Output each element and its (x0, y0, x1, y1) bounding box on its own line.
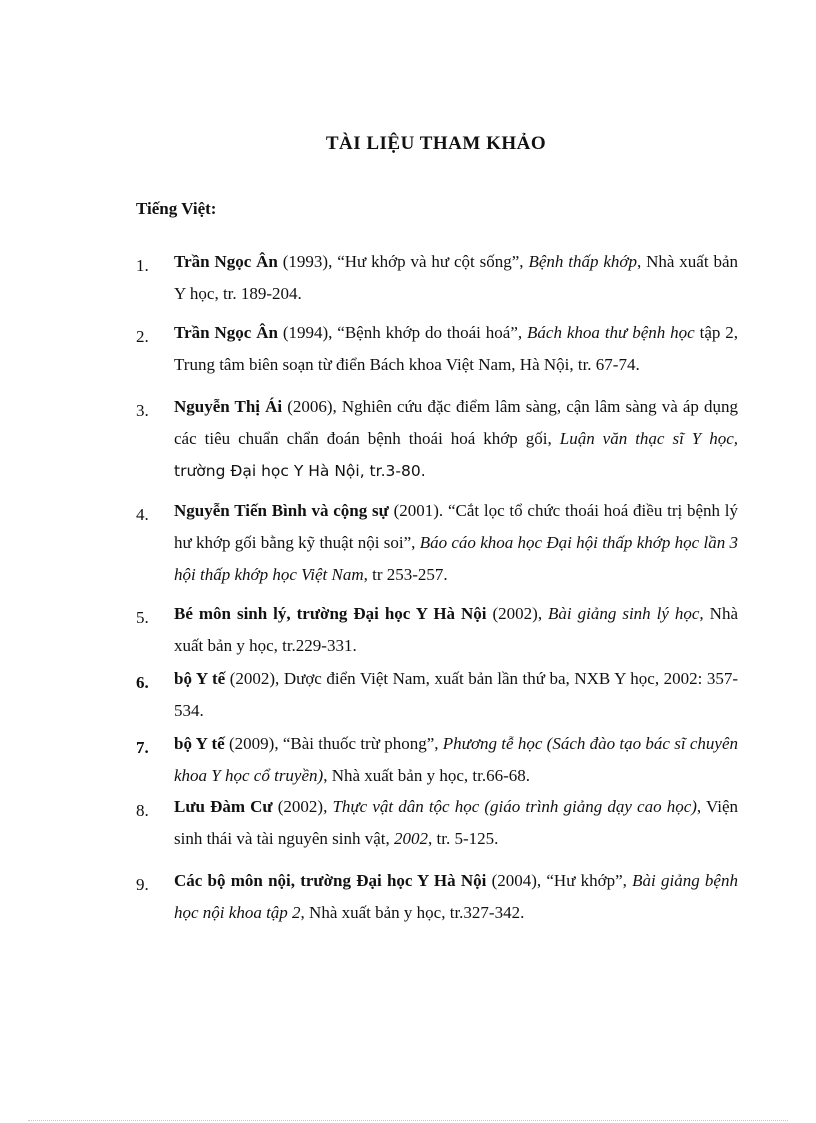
reference-details: (2006), Nghiên cứu đặc điểm lâm sàng, cận lâm sàng và áp dụng các tiêu chuẩn chẩn đoán bệnh thoái hoá khớp gối, (174, 397, 738, 448)
reference-pages: , tr. 5-125. (428, 829, 499, 848)
reference-number: 1. (136, 256, 149, 275)
section-heading-vietnamese: Tiếng Việt: (136, 199, 217, 218)
page-title: TÀI LIỆU THAM KHẢO (325, 133, 547, 154)
reference-author: Bé môn sinh lý, trường Đại học Y Hà Nội (174, 604, 487, 623)
reference-details: (2002), (272, 797, 333, 816)
reference-title: Luận văn thạc sĩ Y học, (559, 429, 739, 448)
reference-text (174, 663, 738, 727)
reference-title: Bách khoa thư bệnh học (527, 323, 695, 342)
reference-text (174, 791, 738, 855)
reference-details: (2009), “Bài thuốc trừ phong”, (224, 734, 443, 753)
reference-details: (2002), (486, 604, 549, 623)
reference-details: (1994), “Bệnh khớp do thoái hoá”, (277, 323, 528, 342)
reference-number: 9. (136, 875, 149, 894)
reference-publisher: , tr 253-257. (363, 565, 448, 584)
reference-text (174, 495, 738, 591)
reference-details: (2001). “Cắt lọc tổ chức thoái hoá điều trị bệnh lý hư khớp gối bằng kỹ thuật nội soi”, (174, 501, 739, 552)
reference-text (174, 246, 738, 310)
reference-text (174, 317, 738, 381)
reference-number: 2. (136, 327, 149, 346)
reference-text (174, 865, 738, 929)
reference-number: 7. (136, 738, 149, 757)
reference-publisher: Nhà xuất bản y học, tr.229-331. (174, 604, 738, 655)
reference-number: 5. (136, 608, 149, 627)
reference-publisher: , Viện sinh thái và tài nguyên sinh vật, (174, 797, 739, 848)
reference-number: 4. (136, 505, 149, 524)
reference-author: Các bộ môn nội, trường Đại học Y Hà Nội (174, 871, 487, 890)
reference-publisher: , Nhà xuất bản y học, tr.66-68. (323, 766, 530, 785)
reference-year: 2002 (394, 829, 429, 848)
reference-number: 3. (136, 401, 149, 420)
reference-number: 6. (136, 673, 149, 692)
reference-author: bộ Y tế (174, 669, 226, 688)
reference-author: bộ Y tế (174, 734, 225, 753)
reference-text (174, 391, 738, 487)
reference-author: Nguyễn Thị Ái (174, 397, 283, 416)
reference-title: Báo cáo khoa học Đại hội thấp khớp học lần 3 hội thấp khớp học Việt Nam (174, 533, 738, 584)
reference-title: Phương tễ học (Sách đào tạo bác sĩ chuyên khoa Y học cổ truyền) (174, 734, 738, 785)
reference-details: (1993), “Hư khớp và hư cột sống”, (277, 252, 529, 271)
reference-publisher: , Nhà xuất bản Y học, tr. 189-204. (174, 252, 738, 303)
reference-text (174, 598, 738, 662)
reference-author: Lưu Đàm Cư (174, 797, 273, 816)
reference-title: Bài giảng sinh lý học, (548, 604, 704, 623)
reference-title: Thực vật dân tộc học (giáo trình giảng dạy cao học) (332, 797, 697, 816)
reference-author: Trần Ngọc Ân (174, 252, 278, 271)
reference-author: Nguyễn Tiến Bình và cộng sự (174, 501, 389, 520)
reference-publisher: trường Đại học Y Hà Nội, tr.3-80. (174, 462, 426, 480)
page-bottom-divider (28, 1120, 788, 1121)
reference-title: Bài giảng bệnh học nội khoa tập 2 (174, 871, 738, 922)
reference-title: Bệnh thấp khớp (528, 252, 637, 271)
reference-text (174, 728, 738, 792)
reference-number: 8. (136, 801, 149, 820)
reference-publisher: tập 2, Trung tâm biên soạn từ điển Bách khoa Việt Nam, Hà Nội, tr. 67-74. (174, 323, 739, 374)
reference-details: (2002), Dược điển Việt Nam, xuất bản lần thứ ba, NXB Y học, 2002: 357-534. (174, 669, 738, 720)
reference-details: (2004), “Hư khớp”, (486, 871, 633, 890)
reference-author: Trần Ngọc Ân (174, 323, 278, 342)
reference-publisher: , Nhà xuất bản y học, tr.327-342. (300, 903, 525, 922)
